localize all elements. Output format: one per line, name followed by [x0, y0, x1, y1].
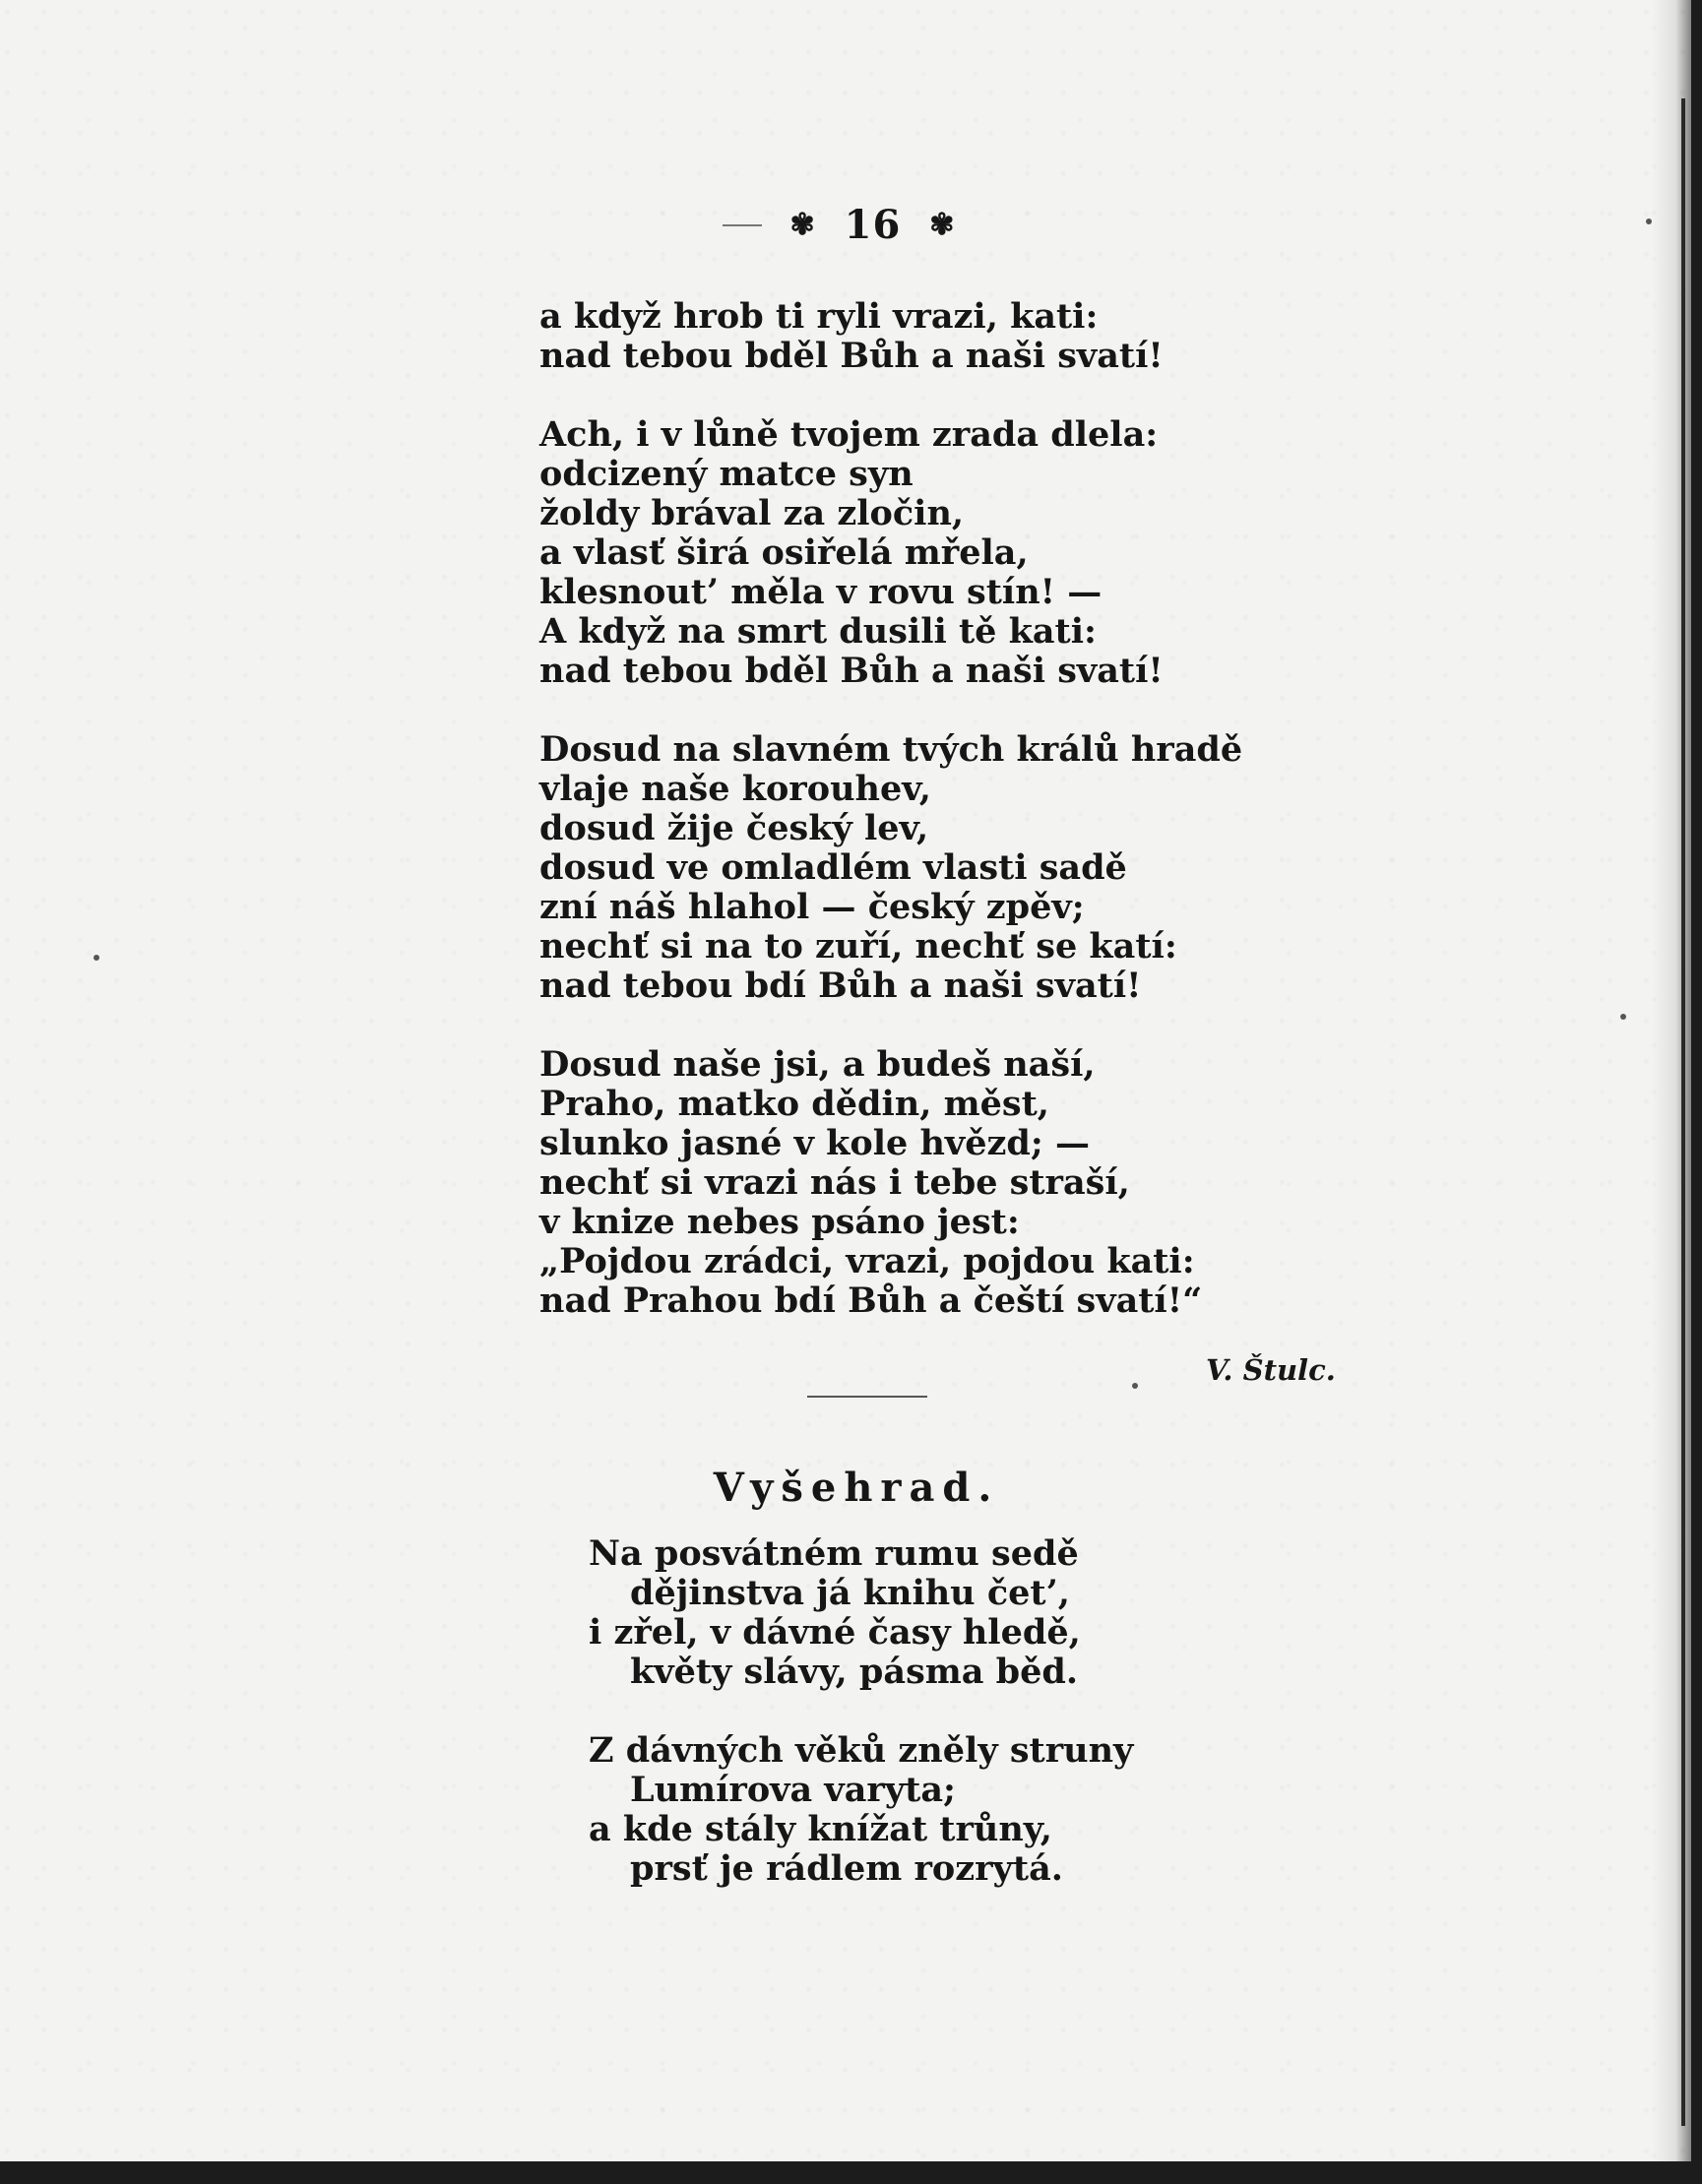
- poem-line: A když na smrt dusili tě kati:: [539, 611, 1097, 652]
- stanza: [539, 730, 1347, 1006]
- poem-line: a kde stály knížat trůny,: [589, 1809, 1052, 1849]
- poem-line: Ach, i v lůně tvojem zrada dlela:: [539, 414, 1159, 455]
- poem-line: v knize nebes psáno jest:: [539, 1202, 1020, 1242]
- poem-line: slunko jasné v kole hvězd; —: [539, 1123, 1090, 1163]
- poem-line: a vlasť širá osiřelá mřela,: [539, 532, 1029, 573]
- poem-line: Lumírova varyta;: [630, 1770, 956, 1810]
- poem-line: zní náš hlahol — český zpěv;: [539, 887, 1085, 927]
- poem-stulc: [539, 297, 1347, 1360]
- stanza: [589, 1731, 1278, 1889]
- section-separator: [807, 1396, 927, 1398]
- ornament-right-icon: ✾: [929, 208, 956, 242]
- page-header: [0, 202, 1691, 248]
- poem-line: Z dávných věků zněly struny: [589, 1730, 1134, 1771]
- poem-line: Na posvátném rumu sedě: [589, 1533, 1079, 1574]
- poem-line: nad Prahou bdí Bůh a čeští svatí!“: [539, 1280, 1203, 1321]
- poem-author: V. Štulc.: [1206, 1353, 1336, 1387]
- paper-speck: [1646, 218, 1652, 224]
- poem-line: dosud ve omladlém vlasti sadě: [539, 847, 1127, 888]
- poem-line: nad tebou bděl Bůh a naši svatí!: [539, 336, 1164, 376]
- poem-line: Praho, matko dědin, měst,: [539, 1084, 1049, 1124]
- poem-line: Dosud na slavném tvých králů hradě: [539, 729, 1243, 770]
- poem-line: žoldy brával za zločin,: [539, 493, 965, 533]
- poem-line: květy slávy, pásma běd.: [630, 1652, 1079, 1692]
- paper-speck: [94, 955, 99, 961]
- poem-line: klesnout’ měla v rovu stín! —: [539, 572, 1103, 612]
- poem-line: dosud žije český lev,: [539, 808, 929, 848]
- page-edge-shadow: [1652, 0, 1691, 2161]
- poem-line: i zřel, v dávné časy hledě,: [589, 1612, 1081, 1653]
- poem-vysehrad: [589, 1534, 1278, 1928]
- stanza: [539, 1045, 1347, 1321]
- poem-line: nad tebou bdí Bůh a naši svatí!: [539, 966, 1142, 1006]
- stanza: [539, 297, 1347, 376]
- poem-line: „Pojdou zrádci, vrazi, pojdou kati:: [539, 1241, 1195, 1281]
- paper-speck: [1132, 1383, 1138, 1389]
- poem-line: Dosud naše jsi, a budeš naší,: [539, 1044, 1096, 1085]
- poem-line: vlaje naše korouhev,: [539, 769, 931, 809]
- poem-line: a když hrob ti ryli vrazi, kati:: [539, 296, 1099, 337]
- poem-line: nad tebou bděl Bůh a naši svatí!: [539, 651, 1164, 691]
- header-dash: [723, 224, 762, 226]
- stanza: [539, 415, 1347, 691]
- paper-speck: [1620, 1014, 1626, 1020]
- poem-title-vysehrad: Vyšehrad.: [713, 1465, 1000, 1511]
- page-number: 16: [844, 202, 902, 248]
- poem-line: nechť si vrazi nás i tebe straší,: [539, 1162, 1130, 1203]
- page-edge-line: [1681, 98, 1685, 2126]
- stanza: [589, 1534, 1278, 1692]
- poem-line: nechť si na to zuří, nechť se katí:: [539, 926, 1177, 967]
- poem-line: dějinstva já knihu čet’,: [630, 1573, 1070, 1613]
- poem-line: odcizený matce syn: [539, 454, 914, 494]
- ornament-left-icon: ✾: [789, 208, 816, 242]
- poem-line: prsť je rádlem rozrytá.: [630, 1848, 1063, 1889]
